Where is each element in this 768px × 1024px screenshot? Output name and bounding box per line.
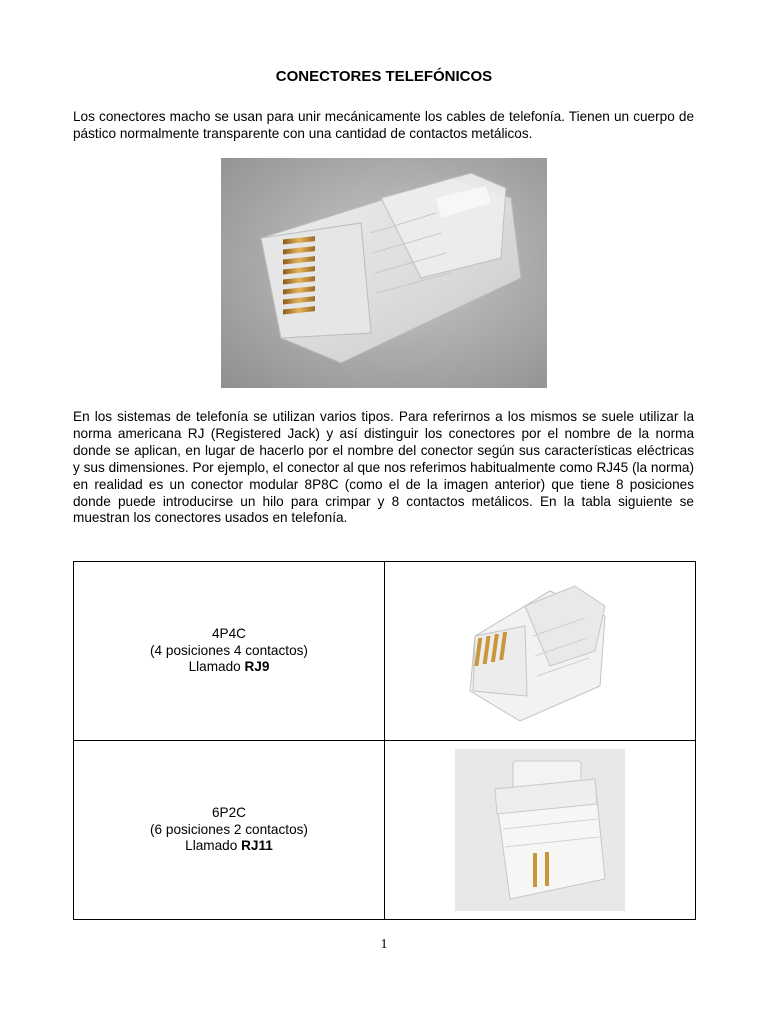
- connector-positions: (6 posiciones 2 contactos): [150, 821, 308, 837]
- connector-description-cell: [74, 562, 385, 741]
- called-label: Llamado: [188, 659, 245, 675]
- called-label: Llamado: [185, 838, 242, 854]
- table-row: [74, 741, 696, 920]
- connector-image-cell: [385, 562, 696, 741]
- connector-code: 4P4C: [211, 626, 246, 642]
- connector-table: [73, 561, 696, 920]
- connector-code: 6P2C: [211, 805, 246, 821]
- page-title: CONECTORES TELEFÓNICOS: [275, 68, 493, 85]
- table-row: [74, 562, 696, 741]
- body-paragraph: En los sistemas de telefonía se utilizan varios tipos. Para referirnos a los mismos se suele utilizar la norma americana RJ (Registered Jack) y así distinguir los conectores por el nombre de la norma donde se aplican, en lugar de hacerlo por el nombre del conector según sus características eléctricas y sus dimensiones. Por ejemplo, el conector al que nos referimos habitualmente como RJ45 (la norma) en realidad es un conector modular 8P8C (como el de la imagen anterior) que tiene 8 posiciones donde puede introducirse un hilo para crimpar y 8 contactos metálicos. En la tabla siguiente se muestran los conectores usados en telefonía.: [73, 409, 694, 526]
- connector-standard: RJ9: [244, 659, 270, 675]
- rj9-connector-photo: [455, 576, 625, 726]
- connector-image-cell: [385, 741, 696, 920]
- connector-standard-line: [74, 838, 384, 855]
- connector-standard-line: [74, 659, 384, 676]
- page-number: 1: [380, 937, 388, 952]
- connector-standard: RJ11: [241, 838, 273, 854]
- connector-description-cell: [74, 741, 385, 920]
- connector-positions: (4 posiciones 4 contactos): [150, 642, 308, 658]
- intro-paragraph: Los conectores macho se usan para unir mecánicamente los cables de telefonía. Tienen un cuerpo de pástico normalmente transparente con una cantidad de contactos metálicos.: [73, 109, 694, 141]
- rj11-connector-photo: [455, 749, 625, 911]
- rj45-connector-photo: [221, 158, 547, 388]
